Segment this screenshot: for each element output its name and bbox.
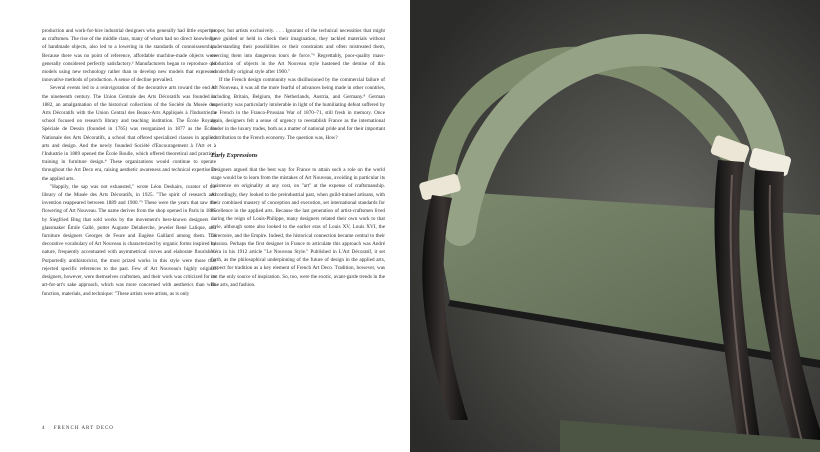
paragraph: "Happily, the sap was not exhausted," wrote Léon Deshairs, curator of the library of the Musée des Arts Décoratifs, in 1925. "The spirit of research and invention reappeared between 1889 and 1900."⁵ These were the years that saw the flowering of Art Nouveau. The name derives from the shop opened in Paris in 1895 by Siegfried Bing that sold works by the movement's best-known designers — glassmaker Émile Gallé, potter Auguste Delaherche, jeweler René Lalique, and furniture designers Georges de Feure and Eugène Gaillard among them. The decorative vocabulary of Art Nouveau is characterized by organic forms inspired by nature, frequently accentuated with asymmetrical curves and elaborate flourishes. Purportedly antihistoricist, the most prized works in this style were those that rejected specific references to the past. Few of Art Nouveau's highly original designers, however, were themselves craftsmen, and their work was criticized for its art-for-art's sake approach, which was more concerned with aesthetics than with function, materials, and technique: "These artists were artists, as is only: [42, 183, 216, 297]
paragraph: production and work-for-hire industrial designers who generally had little expertise as craftsmen. The rise of the middle class, many of whom had no direct knowledge of handmade objects, also led to a lowering in the standards of connoisseurship. Because there was no point of reference, affordable machine-made objects were generally considered perfectly satisfactory.³ Manufacturers began to reproduce old models using new technology rather than to develop new models that expressed innovative methods of production. A sense of decline prevailed.: [42, 28, 216, 84]
text-column-left: [42, 27, 216, 298]
section-heading: Early Expressions: [211, 151, 258, 159]
right-page-photo: [410, 0, 820, 452]
text-column-right: [211, 27, 385, 289]
running-title: FRENCH ART DECO: [53, 426, 114, 431]
paragraph: If the French design community was disillusioned by the commercial failure of Art Nouveau, it was all the more fearful of advances being made in other countries, including Britain, Belgium, the Netherlands, Austria, and Germany.⁸ German superiority was particularly intolerable in light of the humiliating defeat suffered by the French in the Franco-Prussian War of 1870–71, still fresh in memory. Once again, designers felt a sense of urgency to reestablish France as the international leader in the luxury trades, both as a matter of national pride and for their important contribution to the French economy. The question was, How?: [211, 77, 385, 141]
page-folio: [42, 426, 114, 431]
paragraph: Several events led to a reinvigoration of the decorative arts toward the end of the nineteenth century. The Union Centrale des Arts Décoratifs was founded in 1882, an amalgamation of the historical collections of the Société du Musée des Arts Décoratifs with the Union Central des Beaux-Arts Appliqués à l'Industrie, a school focused on research library and teaching institution. The École Royale Spéciale de Dessin (founded in 1765) was reorganized in 1877 as the École Nationale des Arts Décoratifs, a school that offered specialized classes in applied arts and design. And the newly founded Société d'Encouragement à l'Art et à l'Industrie in 1889 opened the École Boulle, which offered theoretical and practical training in furniture design.⁴ These organizations would continue to operate throughout the Art Deco era, raising aesthetic awareness and technical expertise in the applied arts.: [42, 85, 216, 182]
page-number: 4: [42, 426, 46, 431]
paragraph: proper, but artists exclusively. . . . Ignorant of the technical necessities that might have guided or held in check their imagination, they tackled materials without understanding their possibilities or their constraints and often mistreated them, coercing them into dangerous tours de force."⁶ Regrettably, poor-quality mass-production of objects in the Art Nouveau style hastened the demise of this wonderfully original style after 1900.⁷: [211, 28, 385, 76]
furniture-photo-illustration: [410, 0, 820, 452]
paragraph: Designers argued that the best way for France to attain such a role on the world stage would be to learn from the mistakes of Art Nouveau, avoiding in particular its insistence on originality at any cost, on "art" at the expense of craftsmanship. Accordingly, they looked to the preindustrial past, when guild-trained artisans, with their combined mastery of conception and execution, set international standards for excellence in the applied arts. Because the last generation of artist-craftsmen lived during the reign of Louis-Philippe, many designers related their own work to that style, although some also looked to the earlier eras of Louis XV, Louis XVI, the Directoire, and the Empire. Indeed, the historical connection became central to their mission. Perhaps the first designer in France to articulate this approach was André Véra in his 1912 article "Le Nouveau Style." Published in L'Art Décoratif, it set forth, as the philosophical underpinning of the future of design in the applied arts, respect for tradition as a key element of French Art Deco. Tradition, however, was not the only source of inspiration. So, too, were the exotic, avant-garde trends in the fine arts, and fashion.: [211, 167, 385, 288]
